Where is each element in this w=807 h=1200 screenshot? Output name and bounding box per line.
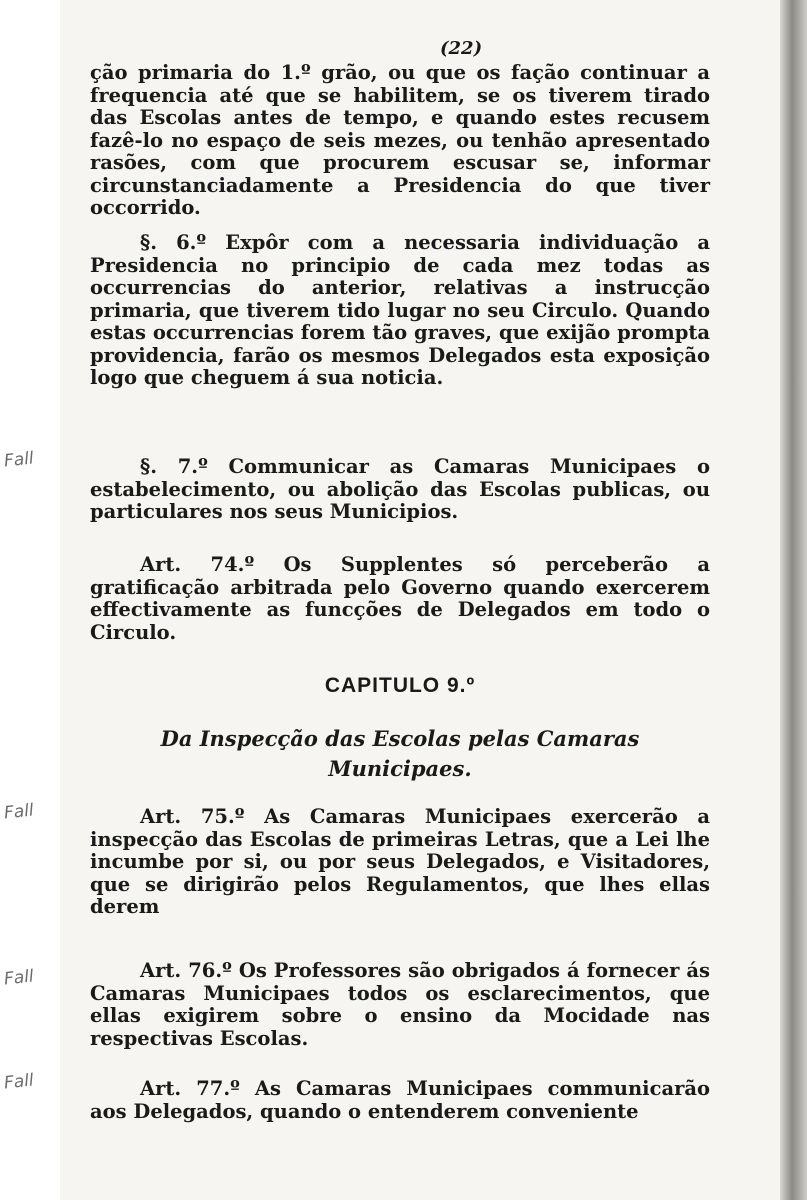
margin-note: Fall	[3, 966, 35, 990]
margin-note: Fall	[3, 1070, 35, 1094]
article-75-block	[90, 806, 710, 919]
page-fold-shadow	[780, 0, 807, 1200]
margin-note: Fall	[3, 448, 35, 472]
intro-paragraph-block	[90, 62, 710, 220]
chapter-subtitle	[90, 724, 710, 784]
article-76: Art. 76.º Os Professores são obrigados á fornecer ás Camaras Municipaes todos os esclarecimentos, que ellas exigirem sobre o ensino da Mocidade nas respectivas Escolas.	[90, 959, 710, 1050]
paragraph-6-block	[90, 232, 710, 390]
chapter-subtitle-line-2: Municipaes.	[328, 756, 472, 781]
paragraph-6: §. 6.º Expôr com a necessaria individuação a Presidencia no principio de cada mez todas as occurrencias do anterior, relativas a instrucção primaria, que tiverem tido lugar no seu Circulo. Quando estas occurrencias forem tão graves, que exijão prompta providencia, farão os mesmos Delegados esta exposição logo que cheguem á sua noticia.	[90, 231, 710, 389]
page-number: (22)	[440, 38, 483, 59]
article-76-block	[90, 960, 710, 1050]
intro-paragraph: ção primaria do 1.º grão, ou que os fação continuar a frequencia até que se habilitem, se os tiverem tirado das Escolas antes de tempo, e quando estes recusem fazê-lo no espaço de seis mezes, ou tenhão apresentado rasões, com que procurem escusar se, informar circunstanciadamente a Presidencia do que tiver occorrido.	[90, 61, 710, 219]
book-page	[60, 0, 800, 1200]
article-77-block	[90, 1078, 710, 1123]
paragraph-7: §. 7.º Communicar as Camaras Municipaes o estabelecimento, ou abolição das Escolas publicas, ou particulares nos seus Municipios.	[90, 455, 710, 523]
article-74-block	[90, 554, 710, 644]
paragraph-7-block	[90, 456, 710, 524]
margin-note: Fall	[3, 800, 35, 824]
chapter-title: CAPITULO 9.º	[324, 674, 476, 697]
article-74: Art. 74.º Os Supplentes só perceberão a gratificação arbitrada pelo Governo quando exercerem effectivamente as funcções de Delegados em todo o Circulo.	[90, 553, 710, 644]
article-77: Art. 77.º As Camaras Municipaes communicarão aos Delegados, quando o entenderem conveniente	[90, 1077, 710, 1123]
chapter-subtitle-line-1: Da Inspecção das Escolas pelas Camaras	[160, 726, 640, 751]
article-75: Art. 75.º As Camaras Municipaes exercerão a inspecção das Escolas de primeiras Letras, que a Lei lhe incumbe por si, ou por seus Delegados, e Visitadores, que se dirigirão pelos Regulamentos, que lhes ellas derem	[90, 805, 710, 918]
